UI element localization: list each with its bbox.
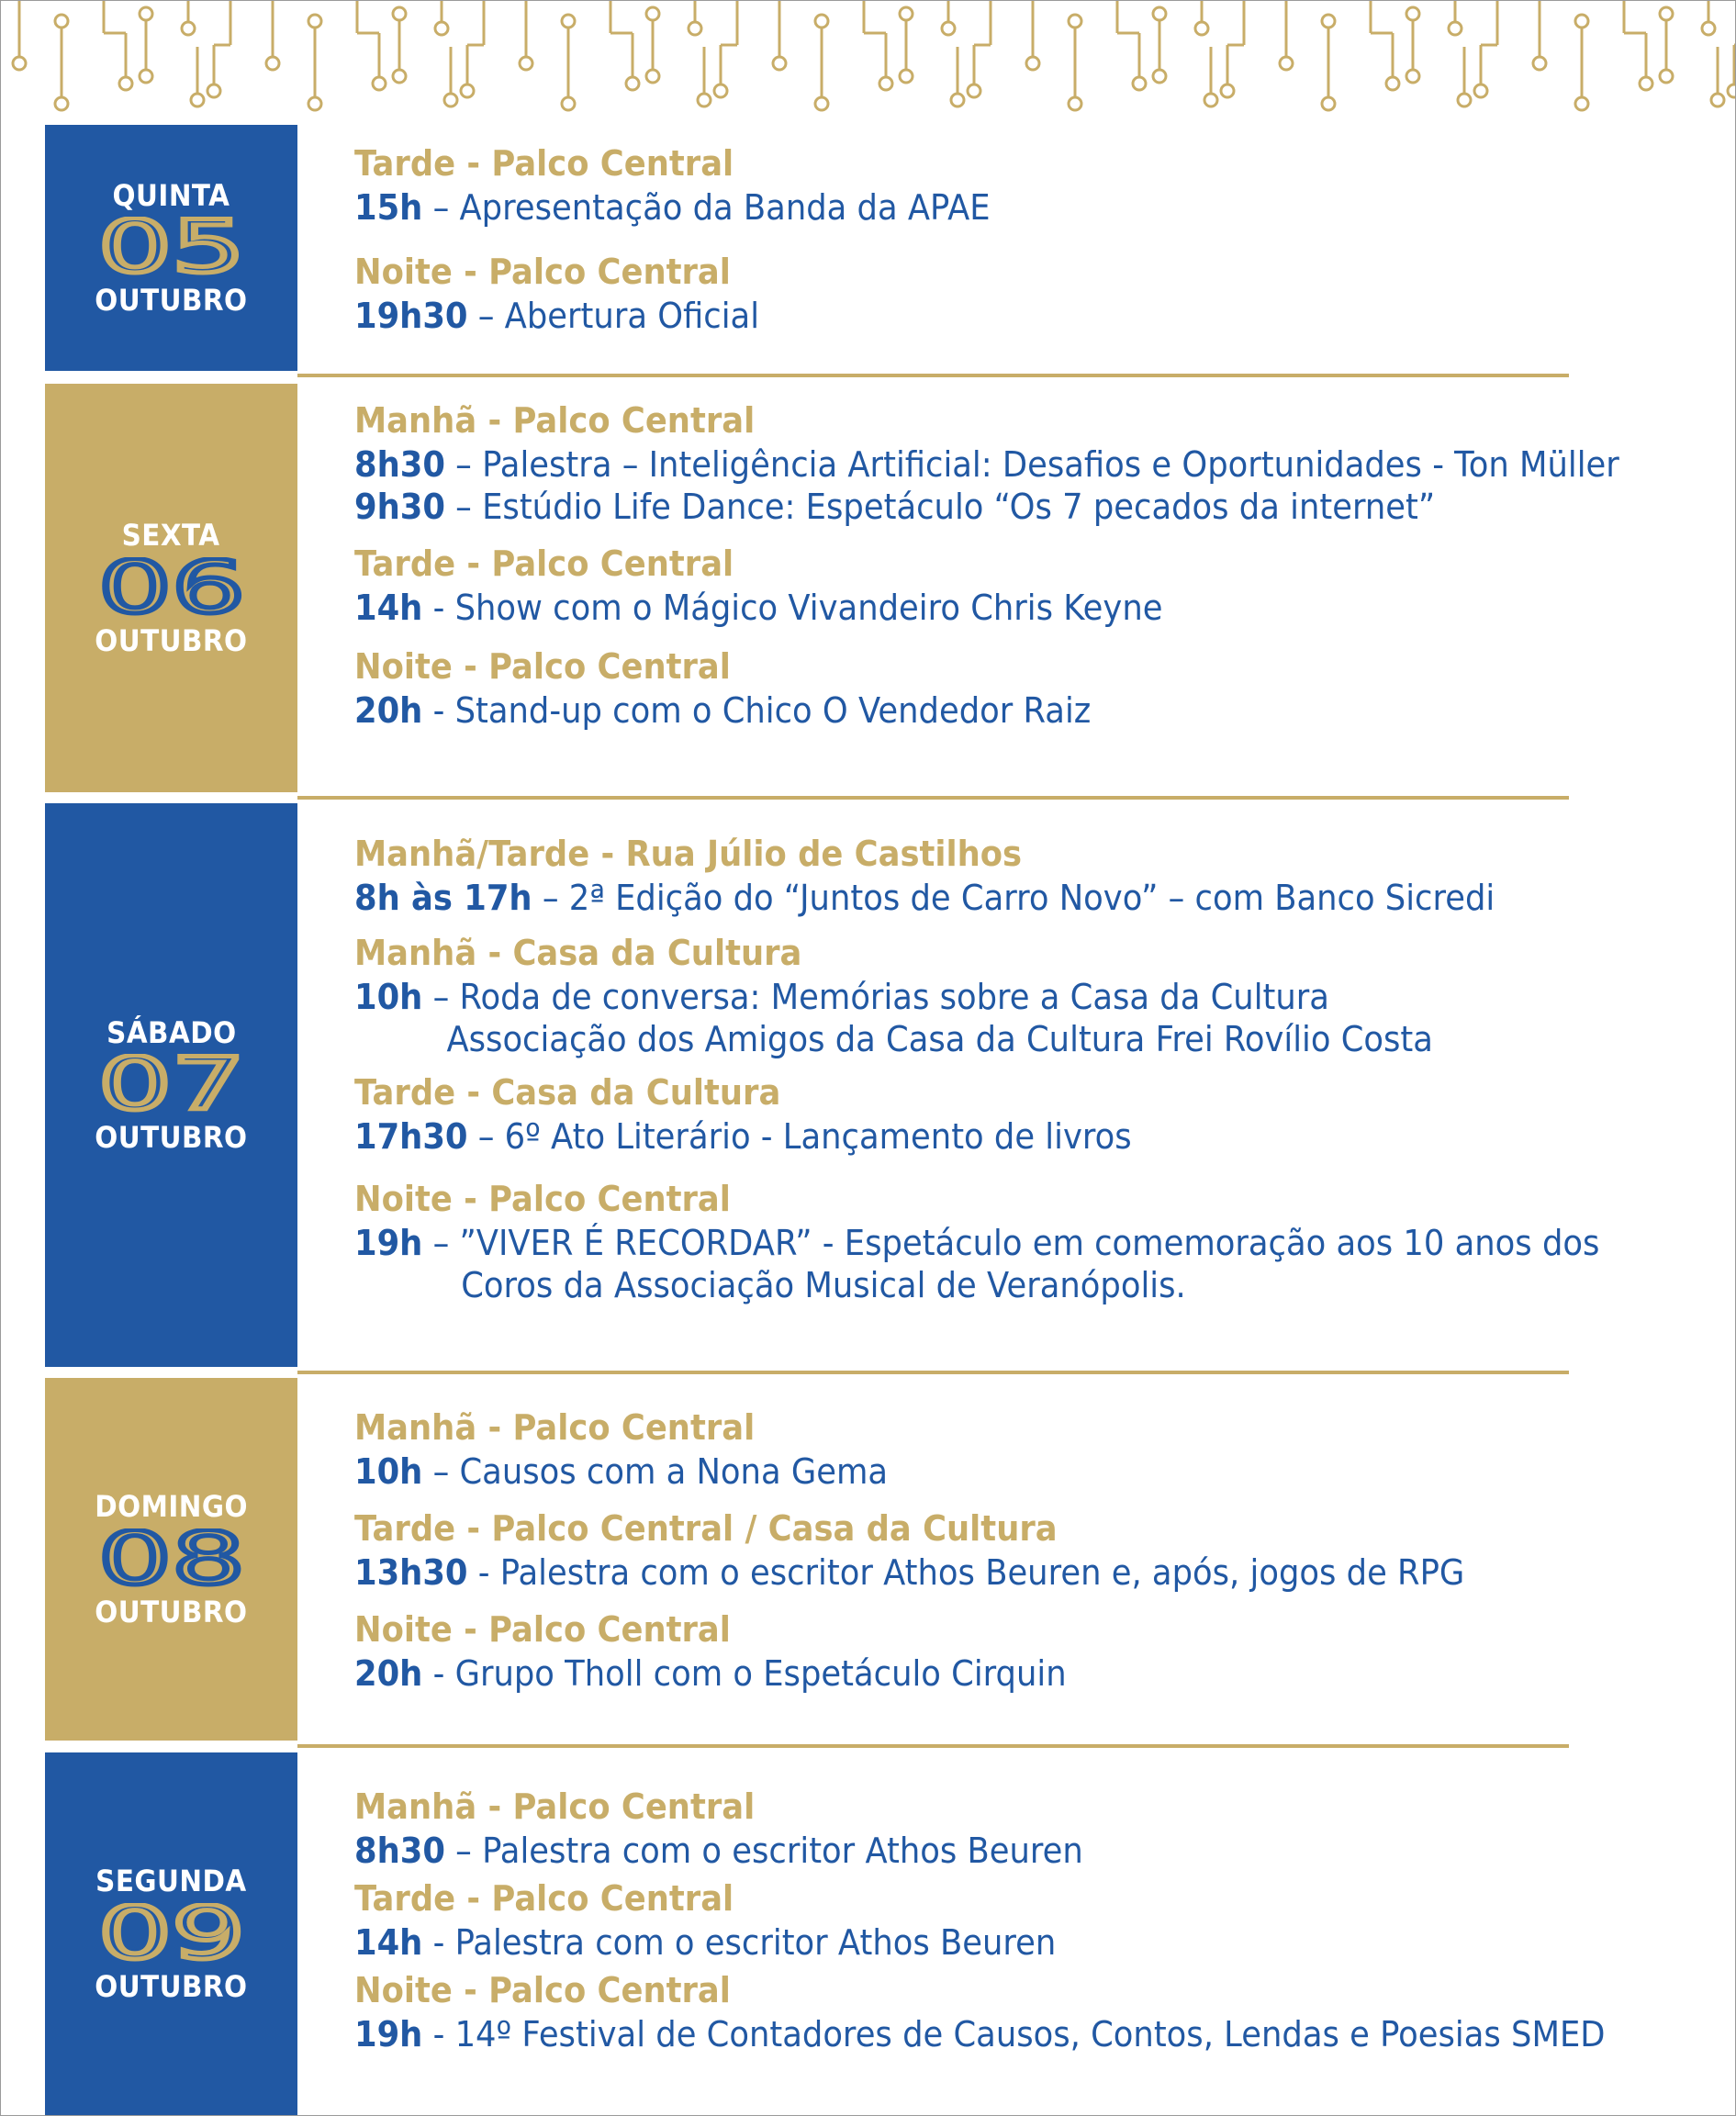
day-events [354, 1405, 1713, 1695]
event-item [354, 1551, 1618, 1594]
event-time: 10h [354, 977, 423, 1017]
circuit-node [1449, 22, 1462, 35]
circuit-node [562, 15, 575, 28]
event-description: Abertura Oficial [504, 296, 760, 336]
event-dash: - [422, 1922, 455, 1963]
event-time: 14h [354, 1922, 423, 1963]
circuit-node [714, 84, 727, 97]
day-separator [297, 1371, 1569, 1374]
day-number-text: 07 [97, 1054, 245, 1118]
day-separator [297, 1744, 1569, 1748]
event-time: 17h30 [354, 1116, 468, 1157]
event-time: 19h30 [354, 296, 468, 336]
circuit-node [1069, 15, 1081, 28]
event-item [354, 587, 1618, 629]
day-number [94, 557, 250, 621]
period-heading: Tarde - Casa da Cultura [354, 1072, 781, 1113]
event-dash: – [467, 296, 505, 336]
day-number-text: 09 [97, 1902, 245, 1967]
month-label: OUTUBRO [95, 1120, 248, 1155]
day-box-06 [45, 384, 297, 792]
event-description: Apresentação da Banda da APAE [459, 187, 991, 228]
circuit-node [1474, 84, 1487, 97]
event-time: 20h [354, 690, 423, 731]
event-item [354, 1652, 1618, 1695]
circuit-node [393, 70, 406, 83]
circuit-node [1575, 15, 1588, 28]
event-description: Show com o Mágico Vivandeiro Chris Keyne [454, 588, 1163, 628]
event-description: Estúdio Life Dance: Espetáculo “Os 7 pecados da internet” [482, 487, 1436, 527]
event-dash: - [422, 690, 455, 731]
event-description: Palestra com o escritor Athos Beuren [454, 1922, 1057, 1963]
event-item [354, 1830, 1618, 1872]
event-dash: – [422, 187, 460, 228]
circuit-node [1322, 97, 1335, 110]
event-dash: – [422, 977, 460, 1017]
circuit-node [1133, 77, 1146, 90]
event-description: Causos com a Nona Gema [459, 1451, 889, 1492]
event-time: 8h30 [354, 1831, 445, 1871]
circuit-node [55, 15, 68, 28]
event-time: 13h30 [354, 1552, 468, 1593]
event-item [354, 295, 1618, 337]
day-box-05 [45, 125, 297, 371]
event-item [354, 976, 1618, 1060]
event-description: Roda de conversa: Memórias sobre a Casa da Cultura [459, 977, 1329, 1017]
event-description-continued: Associação dos Amigos da Casa da Cultura Frei Rovílio Costa [446, 1019, 1433, 1059]
circuit-node [1221, 84, 1234, 97]
circuit-node [1406, 7, 1419, 20]
period-heading: Manhã/Tarde - Rua Júlio de Castilhos [354, 834, 1023, 874]
day-box-07 [45, 803, 297, 1367]
event-item [354, 1450, 1618, 1493]
circuit-node [1711, 94, 1724, 106]
period-heading: Tarde - Palco Central [354, 543, 734, 584]
circuit-node [1153, 70, 1166, 83]
circuit-node [520, 57, 532, 70]
period-heading: Noite - Palco Central [354, 1970, 731, 2010]
circuit-node [1195, 22, 1208, 35]
event-item [354, 2013, 1618, 2055]
weekday-label: SEGUNDA [95, 1864, 247, 1899]
event-time: 8h30 [354, 444, 445, 485]
circuit-node [1728, 84, 1736, 97]
event-description: 14º Festival de Contadores de Causos, Contos, Lendas e Poesias SMED [454, 2014, 1606, 2054]
event-item [354, 1115, 1618, 1158]
event-description: Stand-up com o Chico O Vendedor Raiz [454, 690, 1092, 731]
circuit-node [900, 70, 913, 83]
circuit-node [191, 94, 204, 106]
day-separator [297, 374, 1569, 377]
circuit-node [55, 97, 68, 110]
period-heading: Tarde - Palco Central [354, 1878, 734, 1919]
event-description: 2ª Edição do “Juntos de Carro Novo” – com Banco Sicredi [568, 878, 1495, 918]
day-number-text: 05 [97, 217, 245, 281]
circuit-node [140, 7, 152, 20]
circuit-node [266, 57, 279, 70]
circuit-decoration [1, 1, 1736, 116]
event-item [354, 443, 1618, 486]
event-dash: – [467, 1116, 505, 1157]
event-time: 15h [354, 187, 423, 228]
circuit-node [773, 57, 786, 70]
period-heading: Manhã - Palco Central [354, 1407, 756, 1448]
day-events [354, 1784, 1713, 2055]
period-heading: Manhã - Palco Central [354, 400, 756, 441]
circuit-node [1575, 97, 1588, 110]
circuit-node [1153, 7, 1166, 20]
circuit-node [1533, 57, 1546, 70]
event-dash: – [422, 1451, 460, 1492]
circuit-node [393, 7, 406, 20]
circuit-node [1702, 22, 1715, 35]
event-dash: – [444, 487, 483, 527]
circuit-node [461, 84, 474, 97]
circuit-node [646, 7, 659, 20]
circuit-node [1660, 70, 1673, 83]
event-description: Palestra com o escritor Athos Beuren [482, 1831, 1083, 1871]
circuit-node [815, 97, 828, 110]
day-number [94, 1528, 250, 1593]
event-item [354, 186, 1618, 229]
period-heading: Noite - Palco Central [354, 1609, 731, 1650]
circuit-node [1458, 94, 1471, 106]
event-dash: – [532, 878, 569, 918]
circuit-node [1204, 94, 1217, 106]
circuit-node [689, 22, 701, 35]
circuit-node [698, 94, 711, 106]
weekday-label: SEXTA [122, 518, 220, 554]
circuit-node [119, 77, 132, 90]
circuit-node [1280, 57, 1293, 70]
period-heading: Noite - Palco Central [354, 252, 731, 292]
event-dash: - [422, 588, 455, 628]
event-item [354, 1921, 1618, 1964]
circuit-node [815, 15, 828, 28]
day-box-09 [45, 1752, 297, 2115]
event-item [354, 1222, 1618, 1306]
period-heading: Noite - Palco Central [354, 1179, 731, 1219]
day-number [94, 217, 250, 281]
period-heading: Noite - Palco Central [354, 646, 731, 687]
day-number [94, 1903, 250, 1967]
event-time: 8h às 17h [354, 878, 532, 918]
circuit-node [1640, 77, 1652, 90]
month-label: OUTUBRO [95, 283, 248, 318]
circuit-node [373, 77, 386, 90]
event-description: ”VIVER É RECORDAR” - Espetáculo em comemoração aos 10 anos dos [459, 1223, 1600, 1263]
day-number-text: 06 [97, 556, 245, 621]
circuit-node [1386, 77, 1399, 90]
event-item [354, 486, 1618, 528]
circuit-node [13, 57, 26, 70]
month-label: OUTUBRO [95, 1968, 248, 2004]
day-events [354, 831, 1713, 1306]
day-events [354, 140, 1713, 337]
event-description: Grupo Tholl com o Espetáculo Cirquin [454, 1653, 1067, 1694]
circuit-node [900, 7, 913, 20]
event-item [354, 689, 1618, 732]
day-separator [297, 796, 1569, 800]
event-dash: – [444, 444, 483, 485]
circuit-node [207, 84, 220, 97]
event-dash: – [444, 1831, 483, 1871]
day-number [94, 1054, 250, 1118]
period-heading: Tarde - Palco Central [354, 143, 734, 184]
circuit-node [968, 84, 980, 97]
circuit-node [942, 22, 955, 35]
circuit-node [1660, 7, 1673, 20]
event-time: 19h [354, 1223, 423, 1263]
circuit-node [444, 94, 457, 106]
event-time: 20h [354, 1653, 423, 1694]
circuit-node [1069, 97, 1081, 110]
circuit-node [1026, 57, 1039, 70]
event-dash: - [422, 1653, 455, 1694]
day-number-text: 08 [97, 1528, 245, 1593]
event-dash: – [422, 1223, 460, 1263]
month-label: OUTUBRO [95, 1594, 248, 1629]
period-heading: Manhã - Casa da Cultura [354, 933, 802, 973]
circuit-node [951, 94, 964, 106]
period-heading: Manhã - Palco Central [354, 1786, 756, 1827]
weekday-label: QUINTA [112, 177, 230, 213]
circuit-node [308, 15, 321, 28]
event-description: Palestra – Inteligência Artificial: Desafios e Oportunidades - Ton Müller [482, 444, 1619, 485]
day-box-08 [45, 1378, 297, 1741]
weekday-label: SÁBADO [106, 1014, 237, 1050]
event-dash: - [422, 2014, 455, 2054]
event-description: Palestra com o escritor Athos Beuren e, após, jogos de RPG [499, 1552, 1465, 1593]
circuit-node [626, 77, 639, 90]
circuit-node [308, 97, 321, 110]
period-heading: Tarde - Palco Central / Casa da Cultura [354, 1508, 1058, 1549]
event-time: 10h [354, 1451, 423, 1492]
circuit-node [1406, 70, 1419, 83]
day-events [354, 397, 1713, 732]
event-time: 14h [354, 588, 423, 628]
month-label: OUTUBRO [95, 622, 248, 658]
circuit-node [182, 22, 195, 35]
circuit-node [1322, 15, 1335, 28]
weekday-label: DOMINGO [95, 1489, 248, 1525]
event-dash: - [467, 1552, 500, 1593]
circuit-node [562, 97, 575, 110]
event-description: 6º Ato Literário - Lançamento de livros [504, 1116, 1132, 1157]
circuit-node [879, 77, 892, 90]
circuit-node [435, 22, 448, 35]
event-item [354, 877, 1618, 919]
circuit-node [140, 70, 152, 83]
event-description-continued: Coros da Associação Musical de Veranópolis. [461, 1265, 1186, 1305]
event-time: 9h30 [354, 487, 445, 527]
event-time: 19h [354, 2014, 423, 2054]
circuit-node [646, 70, 659, 83]
